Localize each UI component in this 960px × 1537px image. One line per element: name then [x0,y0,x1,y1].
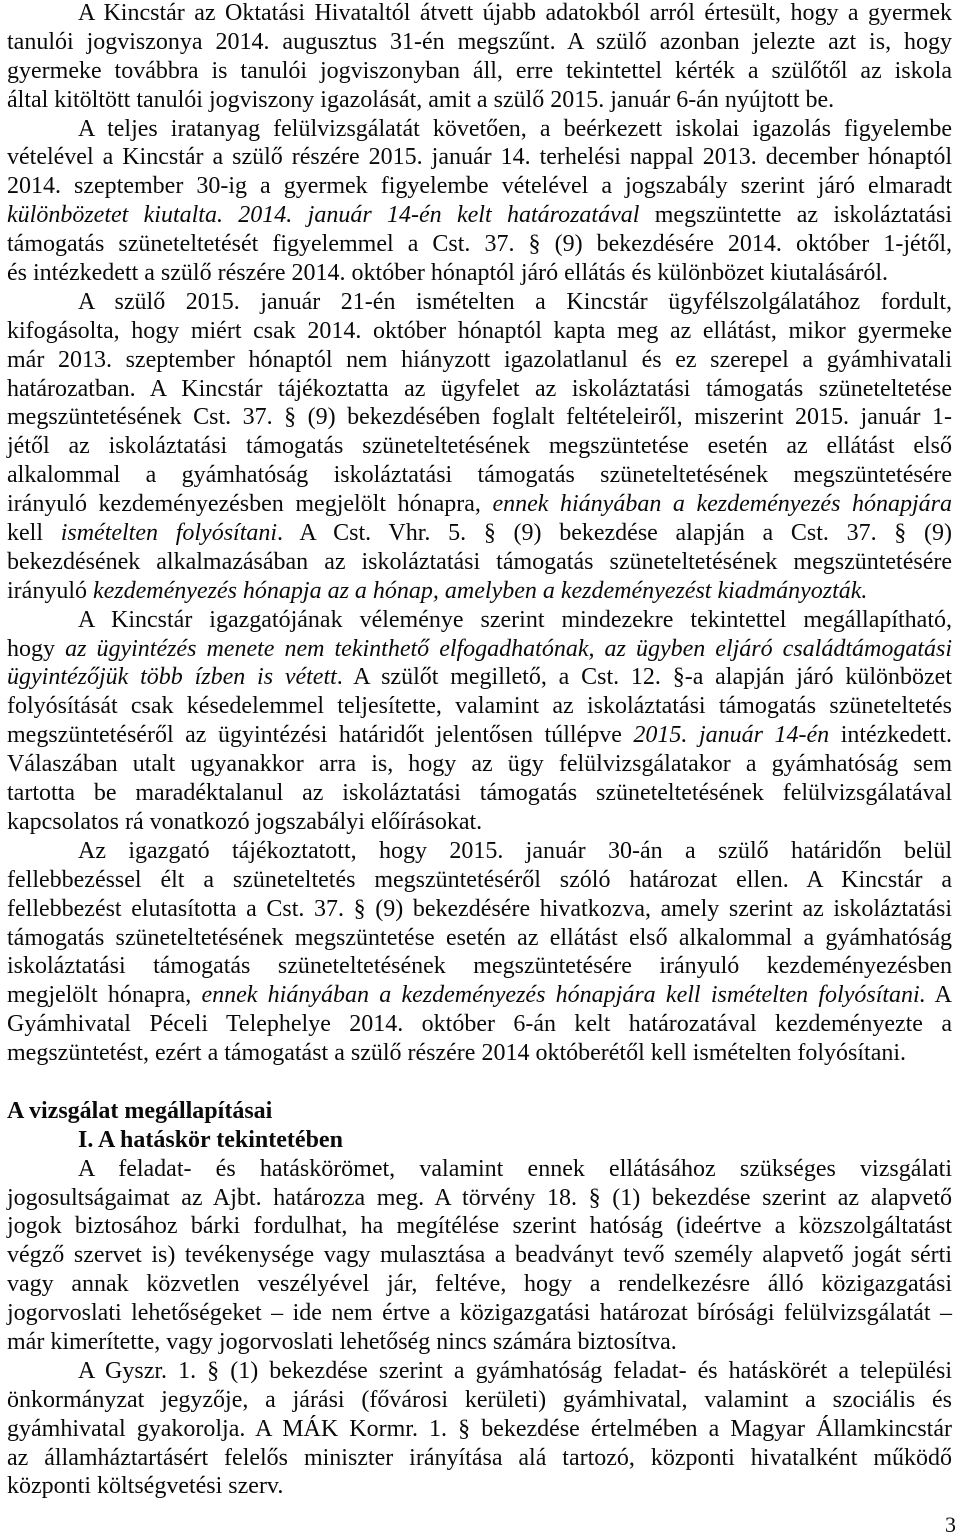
body-text-top [7,0,952,1068]
text-run: megszüntette az iskoláztatási [639,202,952,229]
text-line [7,375,952,404]
text-line [7,981,952,1010]
line-content [7,318,952,344]
paragraph [7,1155,952,1357]
text-run: irányuló [7,577,93,604]
text-run: A Kincstár igazgatójának véleménye szerint mindezekre tekintettel megállapítható, [78,606,952,633]
line-content [7,867,952,893]
line-content [7,549,952,575]
line-content [7,1271,952,1297]
text-run: központi költségvetési szerv. [7,1473,284,1500]
line-content [7,347,952,373]
text-run: gyámhivatal gyakorolja. A MÁK Kormr. 1. § bekezdése értelmében a Magyar Államkincstár [7,1415,952,1442]
line-content [7,462,952,488]
text-run: folyósítását csak késedelemmel teljesítette, valamint az iskoláztatási támogatás szüneteltetés [7,693,952,720]
line-content [7,953,952,979]
text-line [7,28,952,57]
line-content [7,1185,952,1211]
text-line [7,57,952,86]
text-run: Az igazgató tájékoztatott, hogy 2015. január 30-án a szülő határidőn belül [78,837,952,864]
italic-text-run: ennek hiányában a kezdeményezés hónapjára kell ismételten folyósítani. [201,982,926,1009]
text-run: A teljes iratanyag felülvizsgálatát követően, a beérkezett iskolai igazolás figyelembe [78,115,952,142]
text-line [7,606,952,635]
text-line [7,924,952,953]
text-run: és intézkedett a szülő részére 2014. október hónaptól járó ellátás és különbözet kiutalásáról. [7,260,889,287]
text-run: tartotta be maradéktalanul az iskoláztatási támogatás szüneteltetésének felülvizsgálatával [7,780,952,807]
text-line [7,1328,952,1357]
line-content [78,1358,952,1384]
line-content [78,0,952,26]
line-content [78,607,952,633]
line-content [7,376,952,402]
paragraph [7,115,952,288]
italic-text-run: ügyintézőjük több ízben is vétett [7,664,337,691]
text-run: vagy annak közvetlen veszélyével jár, feltéve, hogy a rendelkezésre álló közigazgatási [7,1271,952,1298]
line-content [7,1445,952,1471]
text-run: fellebbezést elutasította a Cst. 37. § (9) bekezdésére hivatkozva, amely szerint az iskoláztatási [7,895,952,922]
text-run: . A Cst. Vhr. 5. § (9) bekezdése alapján a Cst. 37. § (9) [277,520,952,547]
text-line [7,1357,952,1386]
text-run: intézkedett. [829,722,953,749]
paragraph [7,0,952,115]
blank-line [7,1068,952,1097]
line-content [7,202,952,228]
text-line [7,1039,952,1068]
text-line [7,1212,952,1241]
text-run: kifogásolta, hogy miért csak 2014. október hónaptól kapta meg az ellátást, mikor gyermeke [7,317,952,344]
text-line [7,750,952,779]
text-line [7,0,952,28]
text-line [7,952,952,981]
line-content [7,1011,952,1037]
text-run: jogorvoslati lehetőségeket – ide nem értve a közigazgatási határozat bírósági felülvizsgálatát – [7,1300,952,1327]
text-run: Válaszában utalt ugyanakkor arra is, hogy az ügy felülvizsgálatakor a gyámhatóság sem [7,751,952,778]
text-line [7,721,952,750]
paragraph [7,288,952,606]
text-line [7,1415,952,1444]
text-line [7,1155,952,1184]
line-content [7,491,952,517]
text-run: bekezdésének alkalmazásában az iskoláztatási támogatás szüneteltetésének megszüntetésére [7,548,952,575]
text-line [7,172,952,201]
line-content [78,1156,952,1182]
text-run: megjelölt hónapra, [7,982,202,1009]
text-run: iskoláztatási támogatás szüneteltetésének megszüntetésére irányuló kezdeményezésben [7,953,952,980]
line-content [7,1242,952,1268]
text-run: megszüntetést, ezért a támogatást a szülő részére 2014 októberétől kell ismételten folyósítani. [7,1040,907,1067]
text-run: hogy [7,635,66,662]
text-line [7,692,952,721]
text-run: határozatban. A Kincstár tájékoztatta az ügyfelet az iskoláztatási támogatás szüneteltetése [7,375,952,402]
section-heading: A vizsgálat megállapításai [7,1097,273,1124]
line-content [7,58,952,84]
text-line [7,1270,952,1299]
text-line [7,808,952,837]
body-text-bottom [7,1155,952,1502]
line-content [7,809,482,835]
text-line [7,519,952,548]
text-run: végző szervet is) tevékenysége vagy mulasztása a beadványt tevő személy alapvető jogát sérti [7,1242,952,1269]
text-run: irányuló kezdeményezésben megjelölt hónapra, [7,491,493,518]
text-line [7,663,952,692]
text-run: . A szülőt megillető, a Cst. 12. §-a alapján járó különbözet [336,664,952,691]
text-run: már 2013. szeptember hónaptól nem hiányzott igazolatlanul és ez szerepel a gyámhivatali [7,346,952,373]
line-content [7,87,834,113]
line-content [78,838,952,864]
text-run: már kimerítette, vagy jogorvoslati lehetőség nincs számára biztosítva. [7,1328,677,1355]
text-line [7,259,952,288]
subsection-heading: I. A hatáskör tekintetében [78,1126,343,1153]
line-content [78,289,952,315]
text-line [7,288,952,317]
line-content [7,404,952,430]
text-run: A Kincstár az Oktatási Hivataltól átvett újabb adatokból arról értesült, hogy a gyermek [78,0,952,26]
text-run: vételével a Kincstár a szülő részére 2015. január 14. terhelési nappal 2013. december hónaptól [7,144,952,171]
text-line [7,635,952,664]
text-line [7,1386,952,1415]
text-run: az államháztartásért felelős miniszter irányítása alá tartozó, központi hivatalként működő [7,1444,952,1471]
text-run: megszüntetéséről az ügyintézési határidőt jelentősen túllépve [7,722,634,749]
text-run: jogok biztosához bárki fordulhat, ha megítélése szerint hatóság (ideértve a közszolgáltatást [7,1213,952,1240]
text-line [7,1241,952,1270]
line-content [7,636,952,662]
text-run: önkormányzat jegyzője, a járási (fővárosi kerületi) gyámhivatal, valamint a szociális és [7,1386,952,1413]
text-run: támogatás szüneteltetését figyelemmel a Cst. 37. § (9) bekezdésére 2014. október 1-jétől, [7,231,952,258]
text-line [7,490,952,519]
paragraph [7,837,952,1068]
italic-text-run: különbözetet kiutalta. 2014. január 14-én kelt határozatával [7,202,640,229]
text-run: által kitöltött tanulói jogviszony igazolását, amit a szülő 2015. január 6-án nyújtott be. [7,86,835,113]
text-line [7,548,952,577]
text-run: jétől az iskoláztatási támogatás szüneteltetésének megszüntetése esetén az ellátást első [7,433,952,460]
text-run: kell [7,520,61,547]
text-run: fellebbezéssel élt a szüneteltetés megszüntetéséről szóló határozat ellen. A Kincstár a [7,866,952,893]
line-content [7,433,952,459]
page-number: 3 [945,1512,956,1537]
line-content [7,578,867,604]
line-content [7,780,952,806]
text-line [7,346,952,375]
document-page [7,0,952,1501]
line-content [7,982,952,1008]
text-line [7,403,952,432]
line-content [7,231,952,257]
italic-text-run: kezdeményezés hónapja az a hónap, amelyben a kezdeményezést kiadmányozták. [92,577,868,604]
text-run: alkalommal a gyámhatóság iskoláztatási támogatás szüneteltetésének megszüntetésére [7,462,952,489]
text-line [7,1472,952,1501]
text-line [7,317,952,346]
text-line [7,230,952,259]
line-content [7,144,952,170]
text-run: Gyámhivatal Péceli Telephelye 2014. október 6-án kelt határozatával kezdeményezte a [7,1011,952,1038]
text-line [7,1299,952,1328]
line-content [7,1416,952,1442]
line-content [7,722,952,748]
text-run: A Gyszr. 1. § (1) bekezdése szerint a gyámhatóság feladat- és hatáskörét a települési [78,1357,952,1384]
text-line [7,895,952,924]
text-line [7,577,952,606]
italic-text-run: ismételten folyósítani [60,520,278,547]
line-content [7,1300,952,1326]
line-content [7,1213,952,1239]
line-content [7,173,952,199]
text-line [7,837,952,866]
text-line [7,1010,952,1039]
line-content [7,693,952,719]
line-content [7,664,952,690]
text-line [7,1184,952,1213]
italic-text-run: ennek hiányában a kezdeményezés hónapjára [492,491,952,518]
text-line [7,432,952,461]
text-run: gyermeke továbbra is tanulói jogviszonyban áll, erre tekintettel kérték a szülőtől az iskola [7,57,952,84]
text-line [7,143,952,172]
text-line [7,1444,952,1473]
line-content [7,1387,952,1413]
line-content [7,751,952,777]
text-line [7,115,952,144]
text-run: A szülő 2015. január 21-én ismételten a Kincstár ügyfélszolgálatához fordult, [78,288,952,315]
text-line [7,201,952,230]
line-content [7,925,952,951]
text-line [7,86,952,115]
text-run: tanulói jogviszonya 2014. augusztus 31-én megszűnt. A szülő azonban jelezte azt is, hogy [7,28,952,55]
line-content [7,1040,906,1066]
text-run: A feladat- és hatáskörömet, valamint ennek ellátásához szükséges vizsgálati [78,1155,952,1182]
italic-text-run: az ügyintézés menete nem tekinthető elfogadhatónak, az ügyben eljáró családtámogatási [65,635,953,662]
text-run: kapcsolatos rá vonatkozó jogszabályi előírásokat. [7,808,483,835]
italic-text-run: 2015. január 14-én [633,722,830,749]
text-line [7,866,952,895]
line-content [78,116,952,142]
text-line [7,779,952,808]
line-content [7,29,952,55]
text-line [7,461,952,490]
text-run: megszüntetésének Cst. 37. § (9) bekezdésében foglalt feltételeiről, miszerint 2015. január 1- [7,404,952,431]
line-content [7,1473,283,1499]
text-run: A [925,982,952,1009]
paragraph [7,1357,952,1501]
text-run: 2014. szeptember 30-ig a gyermek figyelembe vételével a jogszabály szerint járó elmaradt [7,173,952,200]
line-content [7,1329,677,1355]
line-content [7,260,888,286]
text-run: támogatás szüneteltetésének megszüntetése esetén az ellátást első alkalommal a gyámhatóság [7,924,952,951]
line-content [7,896,952,922]
paragraph [7,606,952,837]
line-content [7,520,952,546]
text-run: jogosultságaimat az Ajbt. határozza meg. A törvény 18. § (1) bekezdése szerint az alapvető [7,1184,952,1211]
